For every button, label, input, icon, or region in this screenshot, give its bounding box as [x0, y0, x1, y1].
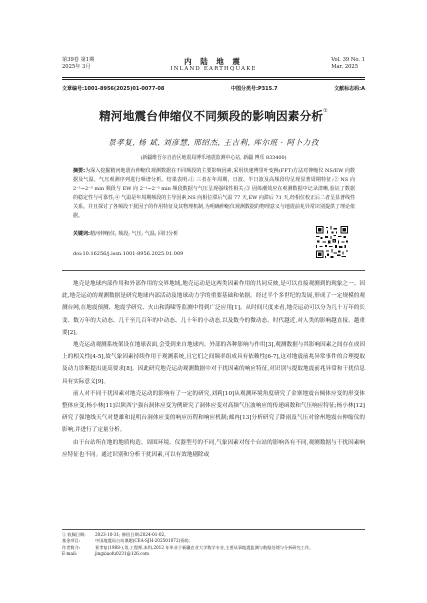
article-number: 文章编号:1001-8956(2025)01-0077-08: [62, 86, 165, 92]
body-paragraph: 地壳是地球内部作用和外部作用的交界地域,地壳运动是这两类因素作用的共同反映,是可以直接观测到的现象之一。因此,地壳运动的观测数据是研究地球内部活动及地球动力学的重要基础和依据。经过半个多世纪的发展,形成了一定规模的观测台网,在地震预测、地震学研究、火山和海啸等监测中得到广泛应用[1]。从时间尺度来看,地壳运动可以分为几十万年的长变、数万年的大动态、几千至几百年的中动态、几十年的小动态,以及数今的微动态。时代越近,对人类的影响越直接、越重要[2]。: [62, 281, 365, 336]
clc-number: 中图分类号:P315.7: [231, 86, 278, 92]
doi-line: doi:10.16256/j.issn.1001-8956.2025.01.009: [73, 251, 184, 257]
footnote-text: 中国地震局台站课题(CEA-SJH-202501072)资助。: [95, 538, 193, 544]
running-header: [62, 57, 365, 79]
keywords-label: 关键词:: [73, 231, 90, 237]
author-list: 景孝复, 杨 斌, 刘彦慧, 邢绍杰, 王吉利, 库尔班 · 阿卜力孜: [108, 138, 319, 147]
date-en: Mar. 2025: [331, 64, 359, 70]
footnote-rule: [62, 529, 365, 530]
footnote-line: [62, 551, 365, 557]
footnote-label: E-mail:: [62, 551, 78, 557]
header-rule-thick: [62, 77, 365, 78]
keywords: [73, 230, 355, 239]
abstract-label: 摘要:: [73, 168, 86, 174]
footnote-text: 景孝复(1988-),男,工程师,本科,2012 年毕业于新疆农业大学数学专业,主要从事地震监测与数据处理与分析研究工作。: [95, 544, 314, 550]
title-text: 精河地震台伸缩仪不同频段的影响因素分析: [99, 109, 324, 123]
volume-cn: 第39卷 第1期: [62, 57, 95, 63]
footnote-label: 基金项目:: [62, 538, 81, 544]
footnote-text: jingxiaofu0231@126.com: [95, 551, 149, 557]
body-paragraph: 由于台站所在地的地质构造、周围环境、仪器型号的不同,气象因素对每个台站的影响各有不同,观测数据与干扰因素响应特征也不同。通过识别和分析干扰因素,可以有效地剔除或: [62, 439, 365, 458]
footnote-label: ① 收稿日期:: [62, 532, 86, 537]
volume-en: Vol. 39 No. 1: [331, 57, 365, 63]
keywords-text: 精河伸缩仪; 频段; 气压; 气温; 回归分析: [90, 231, 179, 237]
title-footnote-mark: ①: [323, 108, 328, 114]
date-cn: 2025年 3月: [62, 64, 91, 70]
journal-name-en: INLAND EARTHQUAKE: [170, 66, 257, 72]
affiliation: (新疆维吾尔自治区地震局博乐地震监测中心站, 新疆 博乐 833400): [140, 155, 287, 161]
document-code: 文献标志码:A: [334, 86, 365, 92]
body-text: [62, 278, 365, 461]
header-right: [331, 57, 365, 71]
abstract-divider: [62, 270, 365, 271]
footnote-label: 作者简介:: [62, 544, 81, 550]
body-paragraph: 地壳运动观测系统架设在地球表面,会受到来自地球内、外部的各种影响与作用[3],观测数据与其影响因素之间存在成因上的相关性[4-5],故气象因素持续作用于观测系统,且它们之间频率组成具有依赖性[6-7],这对地震前兆异常事件的合理提取及动力诊断提出更高要求[8]。因此研究地壳运动观测数据中对于扰因素的响应特征,对识别与提取地震前兆异常和干扰信息具有实际意义[9]。: [62, 342, 365, 385]
body-paragraph: 前人对不同干扰因素对地壳运动的影响有了一定的研究,刘莉[10]从观测环境角度研究了金寨地震台倾体应变的形变体整体应变;杨小林[11]以陕西宁强台洞体应变为例研究了洞体应变对高频气压波响应的传递函数和气压响应特征;杨小林[12]研究了强地线天气对楚雄和昆明台洞体应变的响应历程和响应机制;邮冉[13]分析研究了降雨及气压对徐州地震台伸缩仪的影响,并进行了定量分析。: [62, 390, 365, 434]
header-rule-thin: [62, 79, 365, 80]
footnote-text: 2023-10-31; 修回日期:2024-01-02。: [95, 532, 169, 537]
footnotes: [62, 532, 365, 558]
abstract-text: 为深入挖掘精河地震台伸缩仪观测数据在不同频段的主要影响因素,采用快速傅里叶变换(FFT)方法对伸缩仪 NS/EW 向数据及气温、气压观测序列进行频谱分析。结果表明:① 三者在年周期、日波、半日波及高频段均呈现显著周期特征;② NS 向 2⁻¹~2⁻⁵ min 频段与 EW 向 2⁻¹~2⁻⁵ min 频段数据与气压呈现强线性相关;③ 固体潮效应在观测数据中记录清晰,验证了数据的稳定性与可靠性;④ 气温是年周期频段的主导因素,NS 向相位滞后气温 77 天,EW 向滞后 71 天,经相位校正后二者呈显著线性关系。并且探讨了各频段干扰因子的作用特征及其物理机制,为明确伸缩仪观测数据的物理意义与地震前兆异常识别提供了理论依据。: [73, 168, 355, 220]
journal-name: [62, 57, 365, 73]
qr-code-icon[interactable]: [316, 226, 348, 258]
journal-name-cn: 内 陆 地 震: [184, 57, 243, 66]
article-title: [62, 108, 365, 124]
abstract: [73, 167, 355, 222]
